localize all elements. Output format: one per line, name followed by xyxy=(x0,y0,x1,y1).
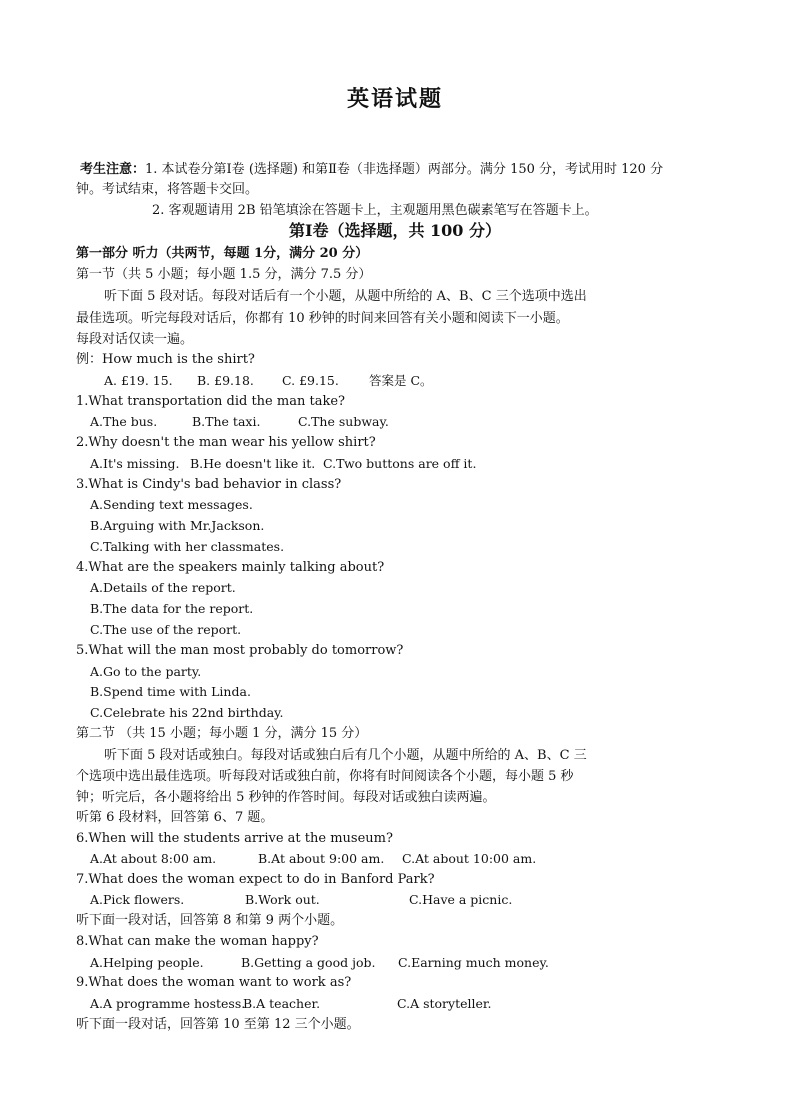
example-option-b: B. £9.18. xyxy=(197,373,254,388)
sec1-instruction-2: 最佳选项。听完每段对话后，你都有 10 秒钟的时间来回答有关小题和阅读下一小题。 xyxy=(76,311,569,326)
part1-heading: 第一部分 听力（共两节，每题 1分，满分 20 分） xyxy=(76,246,369,261)
question: 3.What is Cindy's bad behavior in class? xyxy=(76,477,342,492)
listen-instruction-6: 听第 6 段材料，回答第 6、7 题。 xyxy=(76,810,274,825)
notice-line-2: 2. 客观题请用 2B 铅笔填涂在答题卡上，主观题用黑色碳素笔写在答题卡上。 xyxy=(152,203,598,218)
notice-line-1b: 钟。考试结束，将答题卡交回。 xyxy=(76,182,259,197)
option-b: B.A teacher. xyxy=(243,996,321,1011)
option-b: B.The data for the report. xyxy=(90,601,254,616)
example-answer: 答案是 C。 xyxy=(369,373,433,388)
option-c: C.Have a picnic. xyxy=(409,892,513,907)
notice-text-1: 1. 本试卷分第Ⅰ卷 (选择题) 和第Ⅱ卷（非选择题）两部分。满分 150 分，考试用时 120 分 xyxy=(145,162,664,177)
option-a: A.It's missing. xyxy=(90,456,180,471)
question: 7.What does the woman expect to do in Banford Park? xyxy=(76,872,435,887)
option-b: B.Arguing with Mr.Jackson. xyxy=(90,518,265,533)
option-a: A.A programme hostess. xyxy=(90,996,246,1011)
question: 9.What does the woman want to work as? xyxy=(76,975,352,990)
option-c: C.Celebrate his 22nd birthday. xyxy=(90,705,284,720)
option-b: B.Spend time with Linda. xyxy=(90,684,251,699)
option-c: C.Talking with her classmates. xyxy=(90,539,285,554)
sec2-instruction-3: 钟；听完后，各小题将给出 5 秒钟的作答时间。每段对话或独白读两遍。 xyxy=(76,790,496,805)
sec2-heading: 第二节 （共 15 小题；每小题 1 分，满分 15 分） xyxy=(76,726,368,741)
listen-instruction-10: 听下面一段对话，回答第 10 至第 12 三个小题。 xyxy=(76,1017,360,1032)
option-a: A.Pick flowers. xyxy=(90,892,185,907)
example-question: 例：How much is the shirt? xyxy=(76,352,255,367)
option-c: C.At about 10:00 am. xyxy=(402,851,537,866)
option-b: B.The taxi. xyxy=(192,414,261,429)
example-option-c: C. £9.15. xyxy=(282,373,339,388)
sec2-instruction-2: 个选项中选出最佳选项。听每段对话或独白前，你将有时间阅读各个小题，每小题 5 秒 xyxy=(76,769,574,784)
sec2-instruction-1: 听下面 5 段对话或独白。每段对话或独白后有几个小题，从题中所给的 A、B、C 三 xyxy=(104,748,587,763)
example-option-a: A. £19. 15. xyxy=(104,373,173,388)
option-a: A.The bus. xyxy=(90,414,158,429)
option-c: C.The subway. xyxy=(298,414,389,429)
option-b: B.At about 9:00 am. xyxy=(258,851,385,866)
sec1-instruction-1: 听下面 5 段对话。每段对话后有一个小题，从题中所给的 A、B、C 三个选项中选出 xyxy=(104,289,587,304)
question: 5.What will the man most probably do tomorrow? xyxy=(76,643,404,658)
sec1-heading: 第一节（共 5 小题；每小题 1.5 分，满分 7.5 分） xyxy=(76,267,372,282)
notice-label: 考生注意： xyxy=(80,162,146,177)
option-c: C.A storyteller. xyxy=(397,996,492,1011)
sec1-instruction-3: 每段对话仅读一遍。 xyxy=(76,332,194,347)
option-b: B.Getting a good job. xyxy=(241,955,376,970)
question: 6.When will the students arrive at the museum? xyxy=(76,831,393,846)
option-a: A.Helping people. xyxy=(90,955,204,970)
question: 1.What transportation did the man take? xyxy=(76,394,345,409)
option-c: C.The use of the report. xyxy=(90,622,242,637)
question: 8.What can make the woman happy? xyxy=(76,934,319,949)
option-b: B.Work out. xyxy=(245,892,320,907)
option-a: A.At about 8:00 am. xyxy=(90,851,217,866)
section-title: 第Ⅰ卷（选择题，共 100 分） xyxy=(288,221,502,240)
option-c: C.Two buttons are off it. xyxy=(323,456,477,471)
page-title: 英语试题 xyxy=(346,86,443,112)
option-a: A.Go to the party. xyxy=(90,664,202,679)
option-c: C.Earning much money. xyxy=(398,955,549,970)
listen-instruction-8: 听下面一段对话，回答第 8 和第 9 两个小题。 xyxy=(76,913,344,928)
option-a: A.Details of the report. xyxy=(90,580,236,595)
question: 4.What are the speakers mainly talking about? xyxy=(76,560,385,575)
notice-line-1 xyxy=(80,160,663,180)
question: 2.Why doesn't the man wear his yellow shirt? xyxy=(76,435,376,450)
option-a: A.Sending text messages. xyxy=(90,497,253,512)
option-b: B.He doesn't like it. xyxy=(190,456,316,471)
